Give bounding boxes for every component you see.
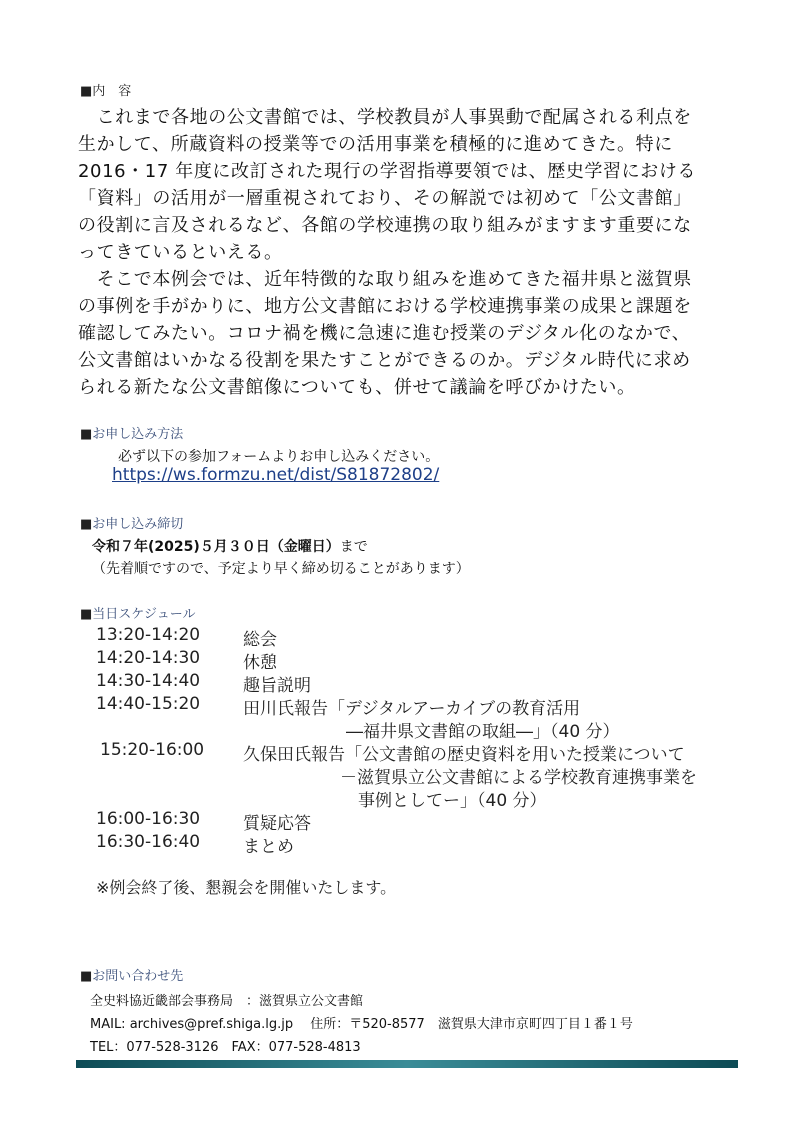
- schedule-time: 14:30-14:40: [96, 671, 201, 691]
- schedule-time: 14:20-14:30: [96, 648, 201, 668]
- schedule-item: 事例としてー」（40 分）: [358, 791, 547, 811]
- content-heading: ■内 容: [80, 84, 132, 99]
- schedule-item: まとめ: [243, 837, 294, 857]
- deadline-suffix: まで: [339, 539, 368, 555]
- content-line: これまで各地の公文書館では、学校教員が人事異動で配属される利点を: [78, 107, 692, 128]
- schedule-item: 久保田氏報告「公文書館の歴史資料を用いた授業について: [243, 745, 685, 765]
- square-bullet-icon: ■: [80, 427, 93, 442]
- content-line: 確認してみたい。コロナ禍を機に急速に進む授業のデジタル化のなかで、: [78, 323, 691, 344]
- schedule-item: 休憩: [243, 653, 277, 673]
- deadline-line: [92, 536, 368, 556]
- square-bullet-icon: ■: [80, 969, 93, 984]
- schedule-item: ―福井県文書館の取組―」（40 分）: [346, 722, 620, 742]
- footer-rule: [76, 1060, 738, 1068]
- content-line: の事例を手がかりに、地方公文書館における学校連携事業の成果と課題を: [78, 296, 692, 317]
- content-line: ってきているといえる。: [78, 242, 283, 263]
- content-line: 2016・17 年度に改訂された現行の学習指導要領では、歴史学習における: [78, 161, 697, 182]
- schedule-heading: ■当日スケジュール: [80, 607, 196, 622]
- deadline-note: （先着順ですので、予定より早く締め切ることがあります）: [92, 561, 470, 577]
- content-line: られる新たな公文書館像についても、併せて議論を呼びかけたい。: [78, 377, 636, 398]
- application-heading: ■お申し込み方法: [80, 427, 184, 442]
- schedule-time: 16:30-16:40: [96, 832, 201, 852]
- contact-mail-address: MAIL: archives@pref.shiga.lg.jp 住所：〒520-8577 滋賀県大津市京町四丁目１番１号: [90, 1017, 633, 1032]
- schedule-time: 14:40-15:20: [96, 694, 201, 714]
- contact-office: 全史料協近畿部会事務局 ：滋賀県立公文書館: [90, 994, 364, 1009]
- deadline-heading: ■お申し込み締切: [80, 517, 184, 532]
- square-bullet-icon: ■: [80, 607, 93, 622]
- schedule-time: 13:20-14:20: [96, 625, 201, 645]
- schedule-item: 趣旨説明: [243, 676, 311, 696]
- schedule-item: 田川氏報告「デジタルアーカイブの教育活用: [243, 699, 581, 719]
- contact-heading: ■お問い合わせ先: [80, 969, 184, 984]
- schedule-item: －滋賀県立公文書館による学校教育連携事業を: [340, 768, 697, 788]
- application-instruction: 必ず以下の参加フォームよりお申し込みください。: [118, 449, 440, 465]
- schedule-item: 質疑応答: [243, 814, 311, 834]
- square-bullet-icon: ■: [80, 517, 93, 532]
- schedule-time: 15:20-16:00: [100, 740, 205, 760]
- content-line: 「資料」の活用が一層重視されており、その解説では初めて「公文書館」: [78, 188, 692, 209]
- schedule-item: 総会: [243, 630, 277, 650]
- schedule-note: ※例会終了後、懇親会を開催いたします。: [96, 878, 397, 897]
- contact-phone-fax: TEL：077-528-3126 FAX：077-528-4813: [90, 1040, 361, 1055]
- application-form-link[interactable]: https://ws.formzu.net/dist/S81872802/: [112, 465, 440, 485]
- content-line: 生かして、所蔵資料の授業等での活用事業を積極的に進めてきた。特に: [78, 134, 673, 155]
- schedule-time: 16:00-16:30: [96, 809, 201, 829]
- content-line: そこで本例会では、近年特徴的な取り組みを進めてきた福井県と滋賀県: [78, 269, 692, 290]
- content-line: 公文書館はいかなる役割を果たすことができるのか。デジタル時代に求め: [78, 350, 691, 371]
- deadline-date: 令和７年(2025)５月３０日（金曜日）: [92, 539, 340, 555]
- content-line: の役割に言及されるなど、各館の学校連携の取り組みがますます重要にな: [78, 215, 692, 236]
